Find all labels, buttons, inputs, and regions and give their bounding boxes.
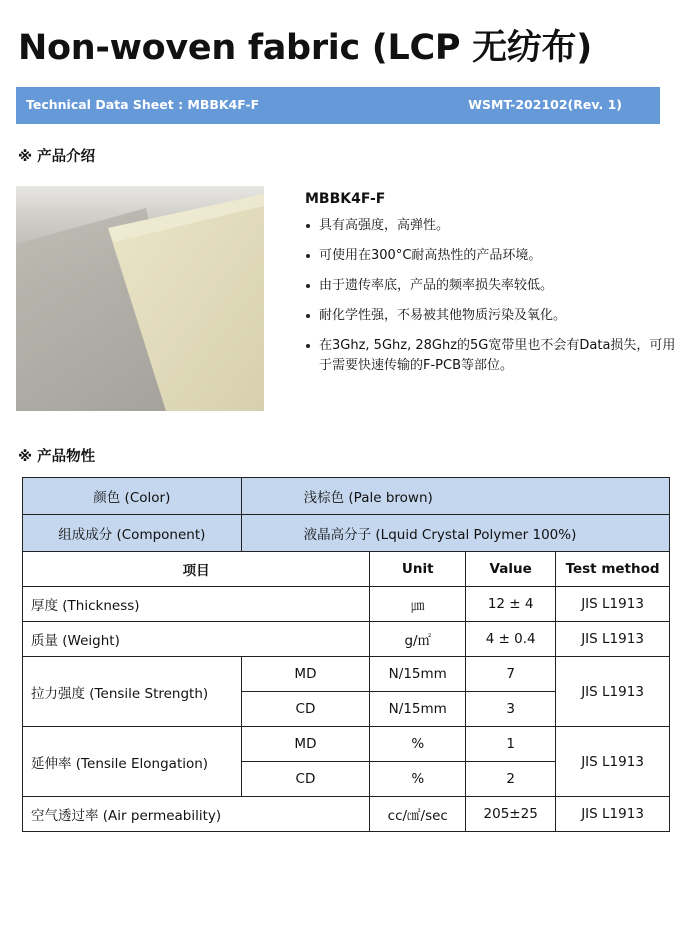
weight-value: 4 ± 0.4 (466, 622, 556, 657)
tensile-cd-unit: N/15mm (370, 692, 466, 727)
elongation-cd-unit: % (370, 762, 466, 797)
air-value: 205±25 (466, 797, 556, 832)
air-method: JIS L1913 (556, 797, 670, 832)
list-item: 耐化学性强，不易被其他物质污染及氧化。 (305, 306, 685, 326)
tensile-label: 拉力强度 (Tensile Strength) (23, 657, 242, 727)
elongation-md-value: 1 (466, 727, 556, 762)
list-item: 可使用在300°C耐高热性的产品环境。 (305, 246, 685, 266)
color-value: 浅棕色 (Pale brown) (241, 478, 669, 515)
weight-method: JIS L1913 (556, 622, 670, 657)
table-row (23, 797, 670, 832)
product-name: MBBK4F-F (305, 191, 386, 207)
thickness-label: 厚度 (Thickness) (23, 587, 370, 622)
table-row (23, 515, 670, 552)
table-row (23, 587, 670, 622)
component-value: 液晶高分子 (Lquid Crystal Polymer 100%) (241, 515, 669, 552)
air-unit: cc/㎠/sec (370, 797, 466, 832)
thickness-value: 12 ± 4 (466, 587, 556, 622)
tensile-md-label: MD (241, 657, 370, 692)
table-row (23, 622, 670, 657)
thickness-method: JIS L1913 (556, 587, 670, 622)
air-label: 空气透过率 (Air permeability) (23, 797, 370, 832)
product-photo (16, 186, 264, 411)
intro-heading: ※ 产品介绍 (18, 149, 96, 165)
elongation-md-label: MD (241, 727, 370, 762)
table-header-row (23, 552, 670, 587)
elongation-cd-label: CD (241, 762, 370, 797)
weight-unit: g/㎡ (370, 622, 466, 657)
component-label: 组成成分 (Component) (23, 515, 242, 552)
table-row (23, 657, 670, 692)
tensile-cd-value: 3 (466, 692, 556, 727)
header-banner (16, 87, 660, 124)
elongation-md-unit: % (370, 727, 466, 762)
header-unit: Unit (370, 552, 466, 587)
elongation-method: JIS L1913 (556, 727, 670, 797)
table-row (23, 478, 670, 515)
tensile-md-value: 7 (466, 657, 556, 692)
header-item: 项目 (23, 552, 370, 587)
datasheet-label: Technical Data Sheet : MBBK4F-F (26, 97, 260, 112)
tensile-method: JIS L1913 (556, 657, 670, 727)
thickness-unit: ㎛ (370, 587, 466, 622)
document-code: WSMT-202102(Rev. 1) (468, 97, 622, 112)
list-item: 由于遗传率底，产品的频率损失率较低。 (305, 276, 685, 296)
table-row (23, 727, 670, 762)
elongation-cd-value: 2 (466, 762, 556, 797)
header-value: Value (466, 552, 556, 587)
page-title: Non-woven fabric (LCP 无纺布) (18, 28, 592, 68)
props-heading: ※ 产品物性 (18, 449, 96, 465)
list-item: 具有高强度，高弹性。 (305, 216, 685, 236)
feature-list (305, 216, 685, 376)
weight-label: 质量 (Weight) (23, 622, 370, 657)
elongation-label: 延伸率 (Tensile Elongation) (23, 727, 242, 797)
properties-table (22, 477, 670, 832)
tensile-cd-label: CD (241, 692, 370, 727)
header-method: Test method (556, 552, 670, 587)
color-label: 颜色 (Color) (23, 478, 242, 515)
tensile-md-unit: N/15mm (370, 657, 466, 692)
list-item: 在3Ghz, 5Ghz, 28Ghz的5G宽带里也不会有Data损失，可用于需要快速传输的F-PCB等部位。 (305, 336, 685, 376)
product-summary (305, 191, 685, 386)
